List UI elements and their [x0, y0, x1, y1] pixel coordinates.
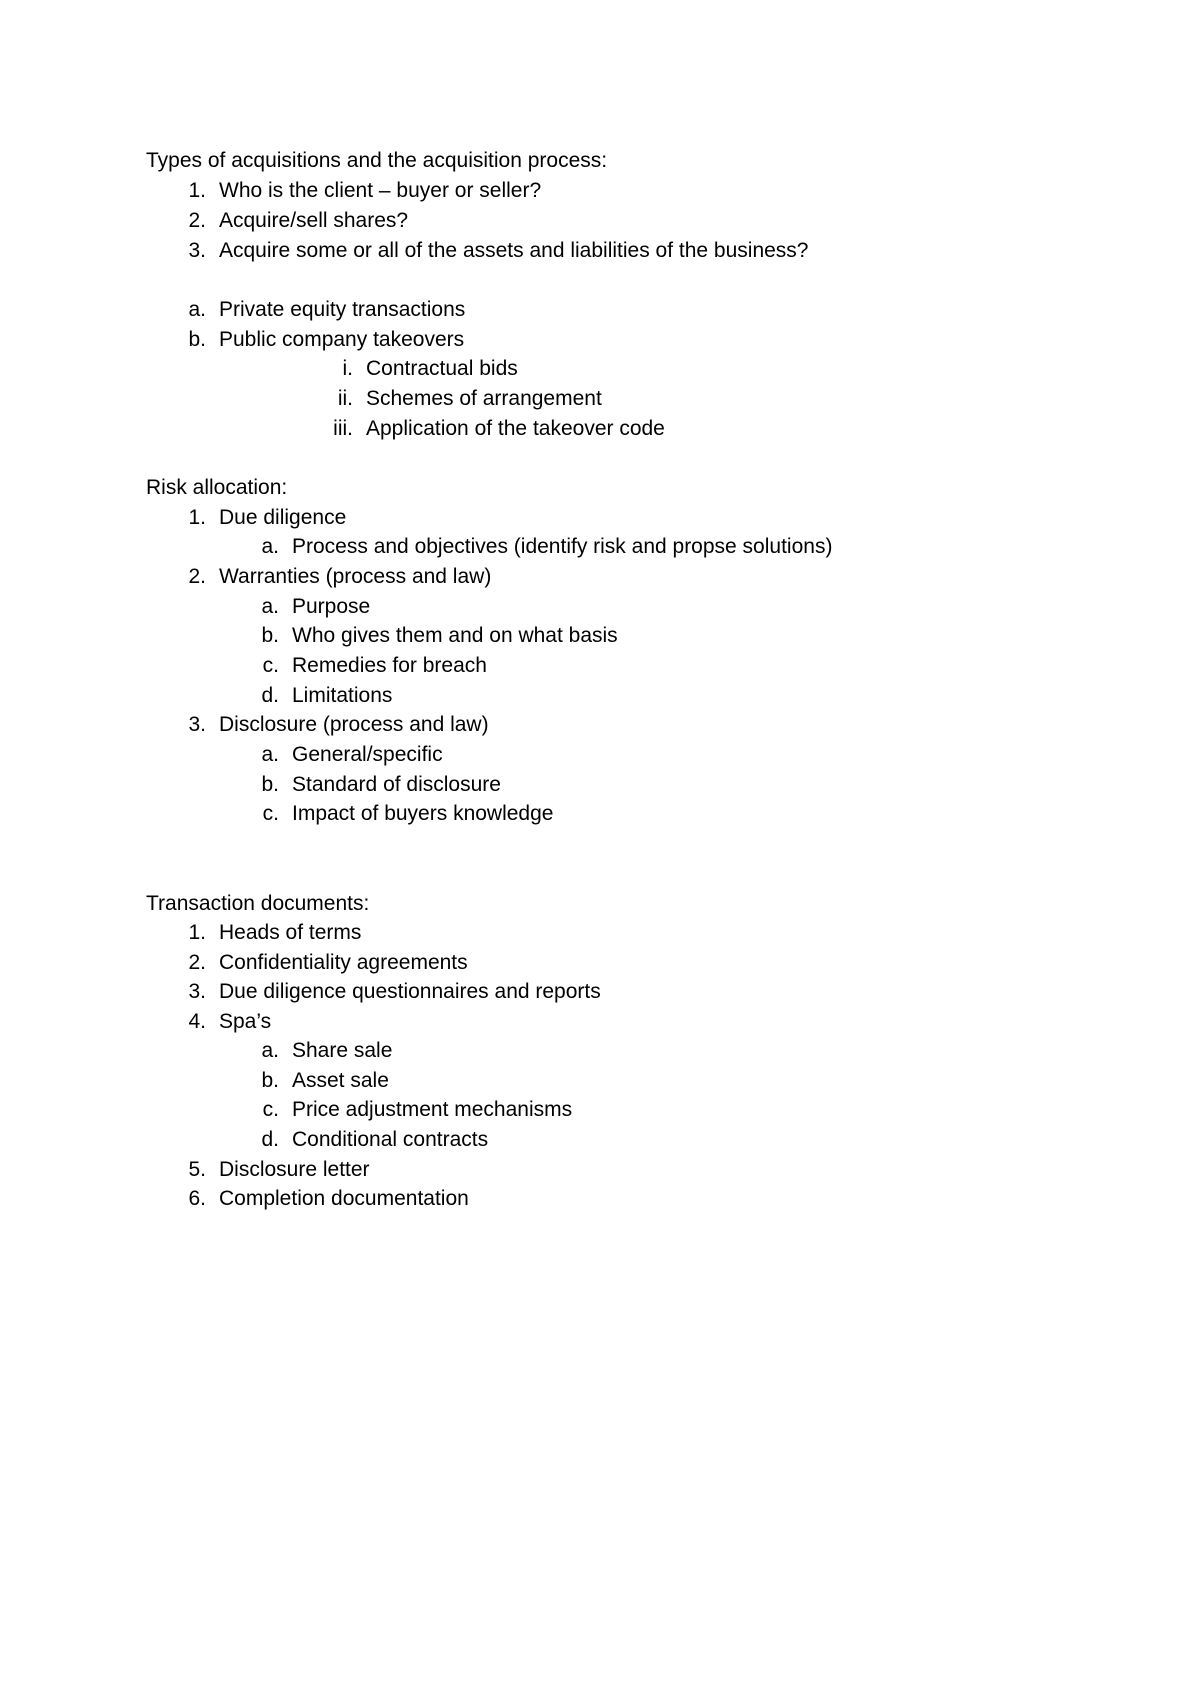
heading-text: Types of acquisitions and the acquisition process: — [146, 149, 608, 172]
item-text: Price adjustment mechanisms — [292, 1098, 573, 1121]
list-item — [219, 1095, 819, 1125]
item-letter: a. — [261, 743, 279, 766]
item-text: Public company takeovers — [219, 328, 465, 351]
item-letter: c. — [262, 654, 279, 677]
list-item — [219, 532, 919, 562]
item-number: 2. — [188, 951, 206, 974]
list-item — [146, 710, 846, 740]
item-text: Private equity transactions — [219, 298, 466, 321]
item-letter: b. — [261, 773, 279, 796]
item-roman: i. — [342, 357, 353, 380]
item-text: Schemes of arrangement — [366, 387, 602, 410]
item-text: Disclosure letter — [219, 1158, 370, 1181]
list-item — [219, 1036, 819, 1066]
list-item — [293, 354, 893, 384]
item-text: Warranties (process and law) — [219, 565, 492, 588]
list-item — [219, 651, 819, 681]
item-number: 2. — [188, 209, 206, 232]
item-text: Limitations — [292, 684, 393, 707]
list-item — [219, 770, 819, 800]
item-letter: a. — [261, 535, 279, 558]
list-item — [146, 562, 846, 592]
item-letter: b. — [261, 624, 279, 647]
item-number: 1. — [188, 506, 206, 529]
item-text: Conditional contracts — [292, 1128, 489, 1151]
item-letter: b. — [261, 1069, 279, 1092]
item-text: Purpose — [292, 595, 371, 618]
item-number: 2. — [188, 565, 206, 588]
item-letter: a. — [188, 298, 206, 321]
item-text: Due diligence — [219, 506, 347, 529]
item-text: Process and objectives (identify risk and propse solutions) — [292, 535, 833, 558]
item-text: Who gives them and on what basis — [292, 624, 618, 647]
item-text: Disclosure (process and law) — [219, 713, 489, 736]
item-roman: ii. — [337, 387, 353, 410]
item-letter: d. — [261, 1128, 279, 1151]
item-text: Spa’s — [219, 1010, 272, 1033]
item-number: 4. — [188, 1010, 206, 1033]
item-text: Remedies for breach — [292, 654, 487, 677]
item-number: 3. — [188, 713, 206, 736]
heading-text: Risk allocation: — [146, 476, 288, 499]
item-text: Contractual bids — [366, 357, 518, 380]
list-item — [146, 1155, 846, 1185]
item-letter: d. — [261, 684, 279, 707]
item-number: 6. — [188, 1187, 206, 1210]
item-number: 1. — [188, 921, 206, 944]
list-item — [219, 799, 819, 829]
heading-text: Transaction documents: — [146, 892, 370, 915]
list-item — [146, 176, 846, 206]
list-item — [146, 918, 846, 948]
item-text: Acquire some or all of the assets and liabilities of the business? — [219, 239, 809, 262]
list-item — [219, 1066, 819, 1096]
item-text: Share sale — [292, 1039, 393, 1062]
item-text: Heads of terms — [219, 921, 362, 944]
item-text: Who is the client – buyer or seller? — [219, 179, 542, 202]
item-letter: a. — [261, 1039, 279, 1062]
list-item — [293, 414, 893, 444]
item-text: Standard of disclosure — [292, 773, 501, 796]
list-item — [293, 384, 893, 414]
item-text: General/specific — [292, 743, 443, 766]
list-item — [146, 503, 846, 533]
item-letter: b. — [188, 328, 206, 351]
list-item — [146, 236, 946, 266]
item-number: 5. — [188, 1158, 206, 1181]
list-item — [146, 325, 846, 355]
item-number: 3. — [188, 239, 206, 262]
list-item — [146, 295, 846, 325]
list-item — [219, 621, 819, 651]
list-item — [146, 977, 846, 1007]
list-item — [219, 740, 819, 770]
list-item — [146, 1007, 846, 1037]
list-item — [146, 1184, 846, 1214]
item-letter: c. — [262, 802, 279, 825]
item-letter: a. — [261, 595, 279, 618]
list-item — [219, 1125, 819, 1155]
item-text: Asset sale — [292, 1069, 389, 1092]
list-item — [219, 592, 819, 622]
item-roman: iii. — [333, 417, 353, 440]
item-number: 1. — [188, 179, 206, 202]
item-text: Completion documentation — [219, 1187, 469, 1210]
list-item — [146, 948, 846, 978]
item-text: Impact of buyers knowledge — [292, 802, 554, 825]
list-item — [146, 206, 846, 236]
item-text: Confidentiality agreements — [219, 951, 468, 974]
list-item — [219, 681, 819, 711]
item-letter: c. — [262, 1098, 279, 1121]
item-text: Application of the takeover code — [366, 417, 665, 440]
item-text: Due diligence questionnaires and reports — [219, 980, 601, 1003]
item-number: 3. — [188, 980, 206, 1003]
item-text: Acquire/sell shares? — [219, 209, 409, 232]
